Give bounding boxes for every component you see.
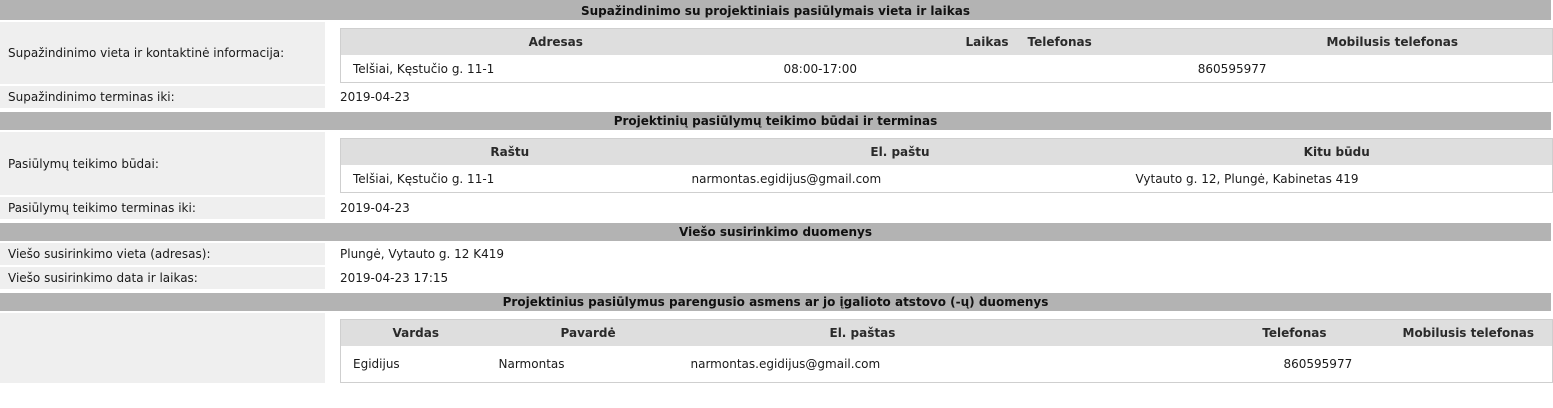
section-header-acquaintance: Supažindinimo su projektiniais pasiūlymais vieta ir laikas [0, 0, 1551, 22]
preparer-table [340, 319, 1553, 383]
submission-deadline-row [0, 197, 1551, 221]
column-header-written: Raštu [341, 139, 679, 166]
column-header-time: Laikas [771, 29, 1021, 56]
column-header-mobile: Mobilusis telefonas [1289, 29, 1553, 56]
column-header-phone: Telefonas [1115, 320, 1327, 347]
cell-last-name: Narmontas [498, 357, 565, 371]
cell-first-name: Egidijus [353, 357, 400, 371]
meeting-datetime-value: 2019-04-23 17:15 [340, 271, 449, 285]
acquaintance-deadline-row [0, 86, 1551, 110]
cell-phone: 860595977 [1197, 61, 1267, 76]
preparer-label [0, 313, 325, 383]
column-header-first-name: Vardas [341, 320, 491, 347]
column-header-email: El. paštu [679, 139, 1122, 166]
submission-methods-table [340, 138, 1553, 193]
table-header-row [341, 139, 1553, 166]
preparer-row [0, 313, 1551, 383]
section-header-preparer: Projektinius pasiūlymus parengusio asmens ar jo įgalioto atstovo (-ų) duomenys [0, 291, 1551, 313]
column-header-other: Kitu būdu [1122, 139, 1553, 166]
submission-methods-value [328, 132, 1553, 195]
cell-email: narmontas.egidijus@gmail.com [690, 357, 881, 371]
contact-info-label: Supažindinimo vieta ir kontaktinė informacija: [0, 22, 325, 84]
table-row [341, 55, 1553, 83]
section-header-meeting: Viešo susirinkimo duomenys [0, 221, 1551, 243]
table-header-row [341, 320, 1553, 347]
cell-mobile: 860595977 [1283, 357, 1353, 371]
column-header-mobile: Mobilusis telefonas [1327, 320, 1553, 347]
meeting-place-value: Plungė, Vytauto g. 12 K419 [340, 247, 505, 261]
column-header-email: El. paštas [677, 320, 1115, 347]
table-row [341, 346, 1553, 383]
contact-info-table [340, 28, 1553, 83]
cell-email: narmontas.egidijus@gmail.com [691, 171, 882, 186]
submission-deadline-value: 2019-04-23 [340, 201, 410, 215]
column-header-address: Adresas [341, 29, 771, 56]
cell-other: Vytauto g. 12, Plungė, Kabinetas 419 [1135, 171, 1359, 186]
contact-info-value [328, 22, 1553, 84]
meeting-datetime-label: Viešo susirinkimo data ir laikas: [0, 267, 325, 289]
cell-mobile [1289, 55, 1553, 83]
submission-methods-label: Pasiūlymų teikimo būdai: [0, 132, 325, 195]
table-header-row [341, 29, 1553, 56]
acquaintance-deadline-label: Supažindinimo terminas iki: [0, 86, 325, 108]
column-header-last-name: Pavardė [491, 320, 677, 347]
contact-info-row [0, 22, 1551, 86]
acquaintance-deadline-value: 2019-04-23 [340, 90, 410, 104]
meeting-datetime-row [0, 267, 1551, 291]
preparer-value [328, 313, 1553, 383]
cell-written: Telšiai, Kęstučio g. 11-1 [353, 171, 495, 186]
meeting-place-label: Viešo susirinkimo vieta (adresas): [0, 243, 325, 265]
submission-deadline-label: Pasiūlymų teikimo terminas iki: [0, 197, 325, 219]
cell-time: 08:00-17:00 [783, 61, 857, 76]
submission-methods-row [0, 132, 1551, 197]
cell-address: Telšiai, Kęstučio g. 11-1 [353, 61, 495, 76]
meeting-place-row [0, 243, 1551, 267]
table-row [341, 165, 1553, 193]
column-header-phone: Telefonas [1021, 29, 1289, 56]
section-header-submission: Projektinių pasiūlymų teikimo būdai ir terminas [0, 110, 1551, 132]
